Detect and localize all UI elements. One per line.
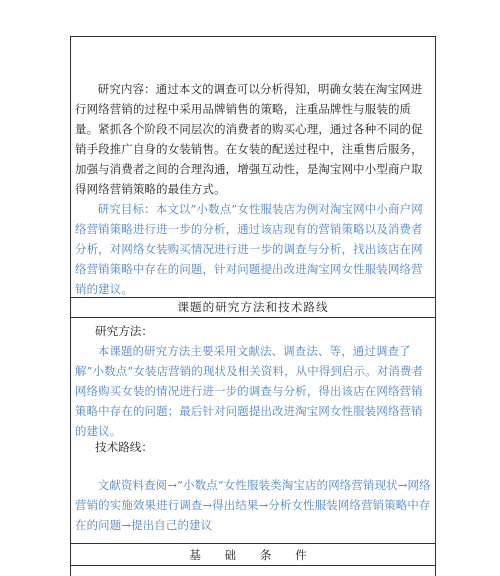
basic-conditions-title: 基 础 条 件 — [189, 548, 317, 562]
methods-text: 本课题的研究方法主要采用文献法、调查法、等，通过调查了解”小数点”女装店营销的现状及相关资料，从中得到启示。对消费者网络购买女装的情况进行进一步的调查与分析，得出该店在网络营销策略中存在的问题；最后针对问题提出改进淘宝网女性服装网络营销的建议。 — [75, 344, 424, 438]
methods-paragraph — [71, 341, 435, 441]
table-divider — [71, 317, 435, 318]
route-paragraph — [71, 475, 435, 535]
table-divider — [71, 543, 435, 544]
research-goal-paragraph: 研究目标：本文以”小数点”女性服装店为例对淘宝网中小商户网络营销策略进行进一步的分析，通过该店现有的营销策略以及消费者分析，对网络女装购买情况进行进一步的调查与分析，找出该店在网络营销策略中存在的问题，针对问题提出改进淘宝网女性服装网络营销的建议。 — [75, 202, 423, 296]
route-label: 技术路线： — [95, 440, 153, 454]
research-content-paragraph: 研究内容：通过本文的调查可以分析得知，明确女装在淘宝网进行网络营销的过程中采用品牌销售的策略，注重品牌性与服装的质量。紧抓各个阶段不同层次的消费者的购买心理，通过各种不同的促销手段推广自身的女装销售。在女装的配送过程中，注重售后服务，加强与消费者之间的合理沟通，增强互动性，是淘宝网中小型商户取得网络营销策略的最佳方式。 — [75, 82, 423, 196]
route-text: 文献资料查阅→”小数点”女性服装类淘宝店的网络营销现状→网络营销的实施效果进行调查→得出结果→分析女性服装网络营销策略中存在的问题→提出自己的建议 — [75, 478, 431, 532]
document-table — [70, 36, 436, 576]
methods-label: 研究方法： — [95, 324, 153, 338]
research-content-section — [71, 79, 435, 299]
methods-section-title: 课题的研究方法和技术路线 — [177, 300, 329, 314]
